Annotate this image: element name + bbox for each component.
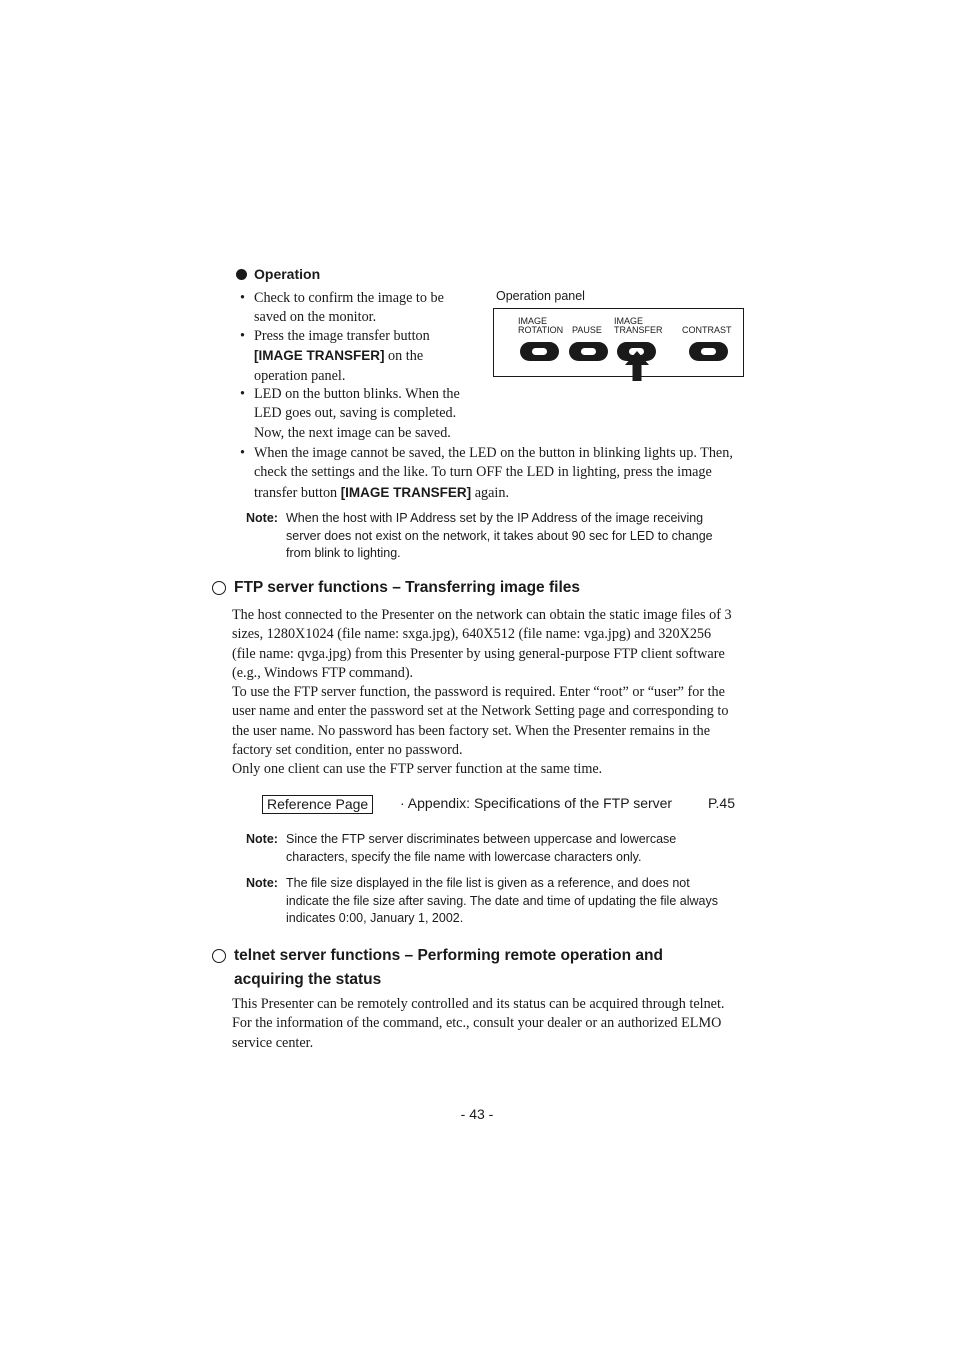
- bullet-icon: •: [240, 328, 245, 344]
- ftp-heading: FTP server functions – Transferring image files: [234, 579, 580, 596]
- panel-caption: Operation panel: [496, 289, 585, 303]
- note-text: When the host with IP Address set by the IP Address of the image receiving server does not exist on the network, it takes about 90 sec for LED to change from blink to lighting.: [286, 511, 713, 561]
- transfer-button-label: IMAGE TRANSFER: [614, 316, 663, 335]
- led-indicator: [701, 348, 716, 355]
- open-circle-icon: [212, 581, 226, 595]
- telnet-body: This Presenter can be remotely controlled and its status can be acquired through telnet. For the information of the command, etc., consult your dealer or an authorized ELMO service center.: [232, 996, 725, 1051]
- image-transfer-button-ref: [IMAGE TRANSFER]: [254, 348, 385, 364]
- reference-page-box: Reference Page: [262, 795, 373, 814]
- image-rotation-button[interactable]: [520, 342, 559, 361]
- reference-text: · Appendix: Specifications of the FTP server: [400, 795, 673, 811]
- operation-panel: [493, 308, 744, 377]
- open-circle-icon: [212, 949, 226, 963]
- note-label: Note:: [246, 511, 278, 525]
- image-transfer-button-ref: [IMAGE TRANSFER]: [340, 484, 472, 500]
- note-text: Since the FTP server discriminates between uppercase and lowercase characters, specify the file name with lowercase characters only.: [286, 832, 677, 864]
- operation-bullet-3: • LED on the button blinks. When the LED goes out, saving is completed. Now, the next image can be saved.: [240, 386, 460, 441]
- operation-bullet-1: • Check to confirm the image to be saved on the monitor.: [240, 290, 444, 326]
- contrast-button[interactable]: [689, 342, 728, 361]
- operation-heading: [236, 266, 320, 284]
- filled-circle-icon: [236, 269, 247, 280]
- operation-bullet-2: • Press the image transfer button [IMAGE TRANSFER] on the operation panel.: [240, 328, 430, 384]
- pause-button-label: PAUSE: [572, 325, 602, 335]
- note-label: Note:: [246, 832, 278, 846]
- pause-button[interactable]: [569, 342, 608, 361]
- bullet-icon: •: [240, 445, 245, 461]
- operation-bullet-4: • When the image cannot be saved, the LED on the button in blinking lights up. Then, check the settings and the like. To turn OFF the LED in lighting, press the image transfer button [IMAGE TRANSFER] again.: [240, 445, 733, 501]
- note-label: Note:: [246, 876, 278, 890]
- contrast-button-label: CONTRAST: [682, 325, 732, 335]
- note-text: The file size displayed in the file list is given as a reference, and does not indicate the file size after saving. The date and time of updating the file always indicates 0:00, January 1, 2002.: [286, 876, 718, 926]
- bullet-icon: •: [240, 290, 245, 306]
- reference-page-number: P.45: [708, 795, 735, 811]
- ftp-body: The host connected to the Presenter on the network can obtain the static image files of 3 sizes, 1280X1024 (file name: sxga.jpg), 640X512 (file name: vga.jpg) and 320X256 (file name: qvga.jpg) from this Presenter by using general-purpose FTP client software (e.g., Windows FTP command). To use the FTP server function, the password is required. Enter “root” or “user” for the user name and enter the password set at the Network Setting page and corresponding to the user name. No password has been factory set. When the Presenter remains in the factory set condition, enter no password. Only one client can use the FTP server function at the same time.: [232, 607, 732, 778]
- led-indicator: [581, 348, 596, 355]
- telnet-heading: telnet server functions – Performing remote operation and acquiring the status: [234, 947, 663, 988]
- bullet-icon: •: [240, 386, 245, 402]
- rotation-button-label: IMAGE ROTATION: [518, 316, 564, 335]
- led-indicator: [532, 348, 547, 355]
- arrow-up-icon: [625, 351, 649, 381]
- operation-title: Operation: [254, 266, 321, 282]
- page-number: - 43 -: [460, 1106, 494, 1122]
